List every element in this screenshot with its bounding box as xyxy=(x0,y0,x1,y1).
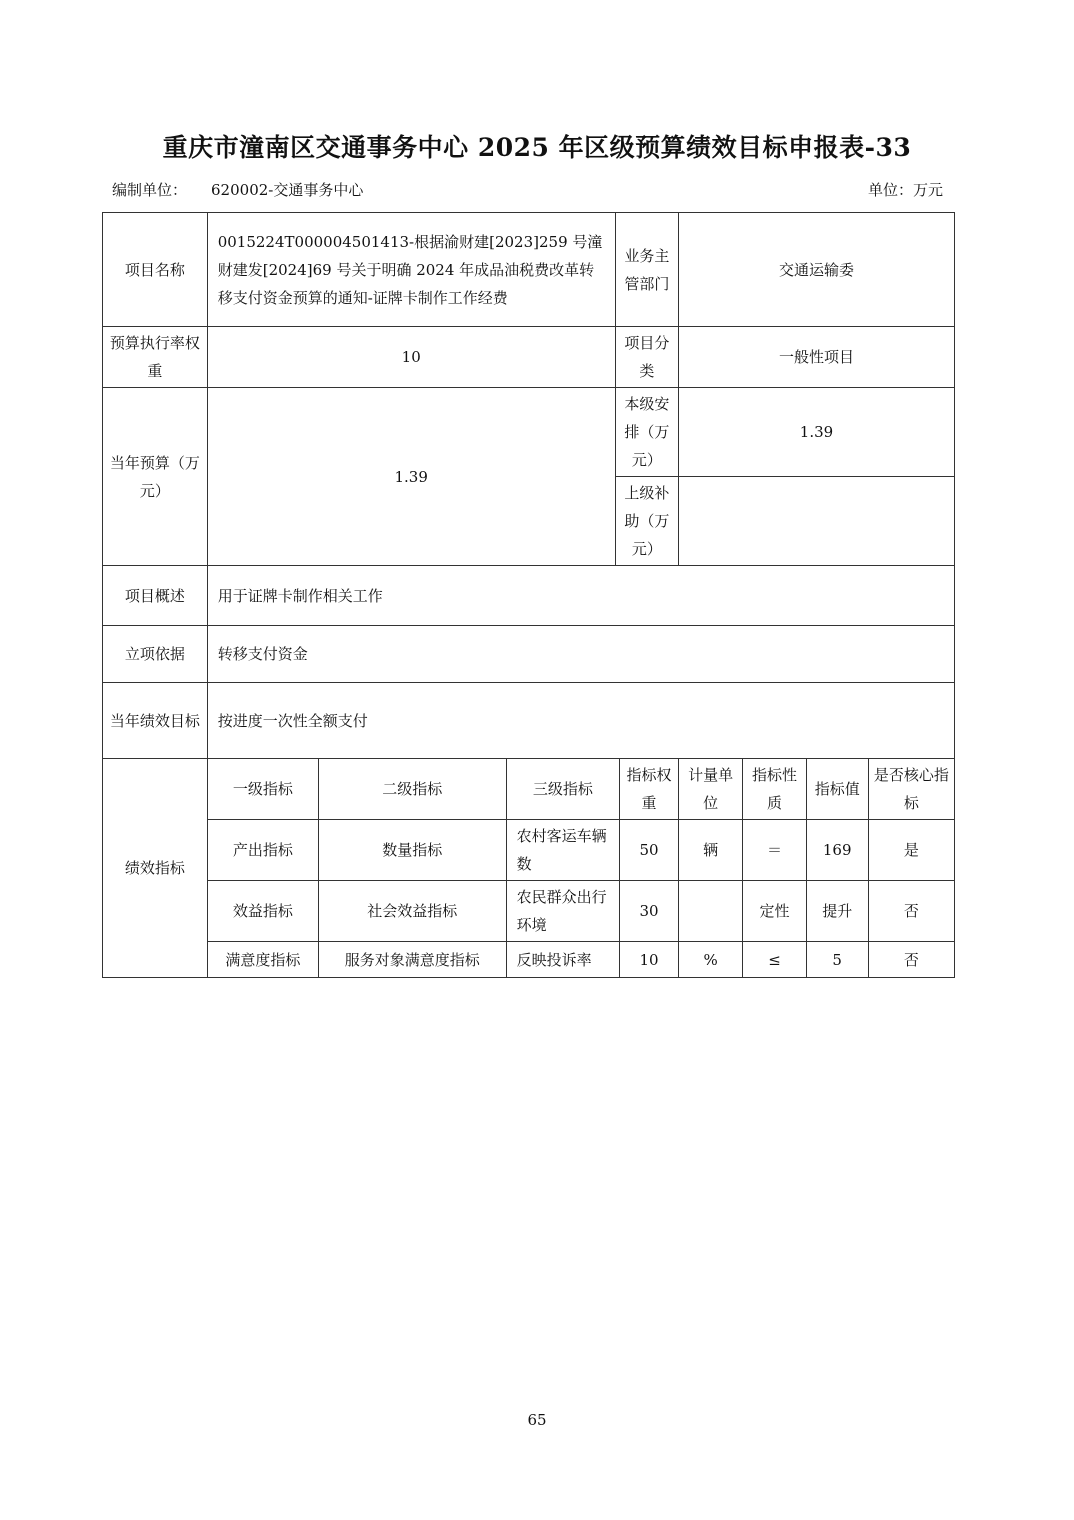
overview-label: 项目概述 xyxy=(103,566,208,626)
header-level1: 一级指标 xyxy=(207,759,318,820)
project-name-label: 项目名称 xyxy=(103,213,208,327)
row-nature: ≤ xyxy=(743,942,806,978)
table-row xyxy=(103,881,955,942)
row-level2: 数量指标 xyxy=(318,820,506,881)
row-value: 169 xyxy=(806,820,868,881)
row-unit: % xyxy=(678,942,742,978)
category-value: 一般性项目 xyxy=(678,327,954,388)
indicator-header-row xyxy=(103,759,955,820)
header-level2: 二级指标 xyxy=(318,759,506,820)
table-row xyxy=(103,942,955,978)
header-nature: 指标性质 xyxy=(743,759,806,820)
header-unit: 计量单位 xyxy=(678,759,742,820)
category-label: 项目分类 xyxy=(615,327,678,388)
row-level1: 满意度指标 xyxy=(207,942,318,978)
row-level1: 效益指标 xyxy=(207,881,318,942)
row-core: 否 xyxy=(868,881,954,942)
project-name-row xyxy=(103,213,955,327)
overview-row xyxy=(103,566,955,626)
upper-funding-value xyxy=(678,477,954,566)
row-weight: 10 xyxy=(620,942,679,978)
currency-unit: 单位：万元 xyxy=(867,181,943,199)
row-weight: 50 xyxy=(620,820,679,881)
local-funding-label: 本级安排（万元） xyxy=(615,388,678,477)
dept-value: 交通运输委 xyxy=(678,213,954,327)
indicators-section-label: 绩效指标 xyxy=(103,759,208,978)
row-level3: 农村客运车辆数 xyxy=(506,820,619,881)
goal-value: 按进度一次性全额支付 xyxy=(207,683,954,759)
dept-label: 业务主管部门 xyxy=(615,213,678,327)
page-number: 65 xyxy=(527,1411,547,1429)
budget-row xyxy=(103,388,955,477)
row-nature: 定性 xyxy=(743,881,806,942)
table-row xyxy=(103,820,955,881)
header-core: 是否核心指标 xyxy=(868,759,954,820)
page-title: 重庆市潼南区交通事务中心 2025 年区级预算绩效目标申报表-33 xyxy=(162,133,912,162)
budget-label: 当年预算（万元） xyxy=(103,388,208,566)
row-nature: ＝ xyxy=(743,820,806,881)
overview-value: 用于证牌卡制作相关工作 xyxy=(207,566,954,626)
row-level3: 农民群众出行环境 xyxy=(506,881,619,942)
compiling-unit-label: 编制单位： xyxy=(112,181,188,199)
upper-funding-label: 上级补助（万元） xyxy=(615,477,678,566)
row-weight: 30 xyxy=(620,881,679,942)
row-level1: 产出指标 xyxy=(207,820,318,881)
header-level3: 三级指标 xyxy=(506,759,619,820)
goal-label: 当年绩效目标 xyxy=(103,683,208,759)
header-weight: 指标权重 xyxy=(620,759,679,820)
budget-value: 1.39 xyxy=(207,388,615,566)
row-level2: 社会效益指标 xyxy=(318,881,506,942)
row-level3: 反映投诉率 xyxy=(506,942,619,978)
row-unit xyxy=(678,881,742,942)
project-name-value: 0015224T000004501413-根据渝财建[2023]259 号潼财建发[2024]69 号关于明确 2024 年成品油税费改革转移支付资金预算的通知-证牌卡制作工作经费 xyxy=(207,213,615,327)
basis-label: 立项依据 xyxy=(103,626,208,683)
header-value: 指标值 xyxy=(806,759,868,820)
compiling-unit-value: 620002-交通事务中心 xyxy=(211,181,364,199)
row-value: 5 xyxy=(806,942,868,978)
goal-row xyxy=(103,683,955,759)
weight-row xyxy=(103,327,955,388)
row-unit: 辆 xyxy=(678,820,742,881)
row-value: 提升 xyxy=(806,881,868,942)
weight-label: 预算执行率权重 xyxy=(103,327,208,388)
basis-row xyxy=(103,626,955,683)
basis-value: 转移支付资金 xyxy=(207,626,954,683)
compiling-unit xyxy=(112,179,363,200)
row-level2: 服务对象满意度指标 xyxy=(318,942,506,978)
performance-target-table xyxy=(102,212,955,978)
local-funding-value: 1.39 xyxy=(678,388,954,477)
weight-value: 10 xyxy=(207,327,615,388)
row-core: 是 xyxy=(868,820,954,881)
row-core: 否 xyxy=(868,942,954,978)
